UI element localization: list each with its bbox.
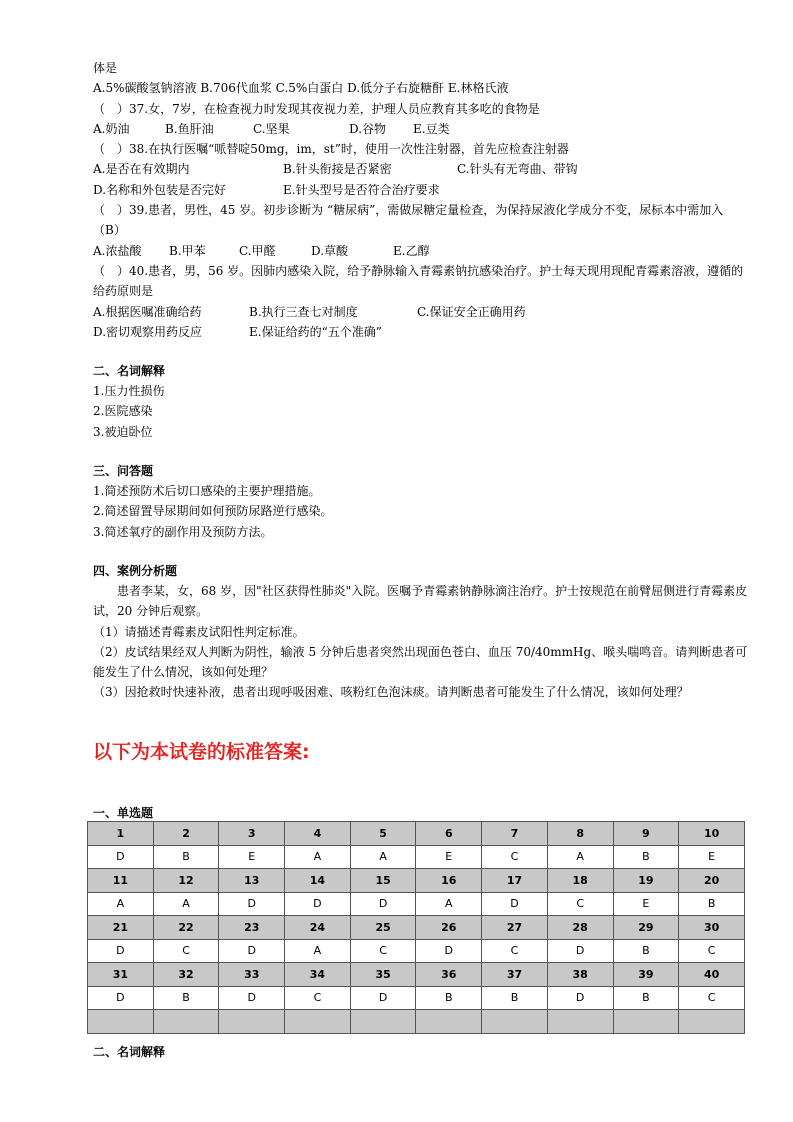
answer-key-row	[88, 892, 745, 916]
question-number-cell: 2	[153, 822, 219, 846]
question-number-cell: 19	[613, 869, 679, 893]
q36-options: A.5%碳酸氢钠溶液 B.706代血浆 C.5%白蛋白 D.低分子右旋糖酐 E.林格氏液	[93, 81, 509, 96]
answer-number-row	[88, 869, 745, 893]
question-number-cell: 6	[416, 822, 482, 846]
answer-cell: D	[219, 986, 285, 1010]
answer-cell: C	[482, 939, 548, 963]
question-number-cell: 31	[88, 963, 154, 987]
answer-cell: D	[219, 939, 285, 963]
question-number-cell: 39	[613, 963, 679, 987]
q40-options-row1	[93, 302, 753, 322]
question-number-cell: 36	[416, 963, 482, 987]
answer-cell: B	[679, 892, 745, 916]
q38-option-e: E.针头型号是否符合治疗要求	[283, 182, 440, 197]
answer-cell: E	[613, 892, 679, 916]
answer-cell: D	[219, 892, 285, 916]
question-number-cell: 7	[482, 822, 548, 846]
q39-options	[93, 241, 753, 261]
question-number-cell: 3	[219, 822, 285, 846]
blank-cell	[547, 1010, 613, 1034]
q37-option-e: E.豆类	[413, 121, 450, 136]
answer-title: 以下为本试卷的标准答案:	[93, 741, 310, 763]
answer-cell: A	[350, 845, 416, 869]
q38-options-row2	[93, 180, 753, 200]
answer-cell: C	[547, 892, 613, 916]
answer-key-row	[88, 845, 745, 869]
spacer	[93, 542, 753, 561]
answer-table	[87, 821, 745, 1034]
question-number-cell: 25	[350, 916, 416, 940]
answer-cell: A	[285, 845, 351, 869]
blank-cell	[285, 1010, 351, 1034]
section2-item: 3.被迫卧位	[93, 424, 153, 439]
blank-cell	[88, 1010, 154, 1034]
question-number-cell: 30	[679, 916, 745, 940]
answer-cell: E	[219, 845, 285, 869]
answer-blank-row	[88, 1010, 745, 1034]
answer-cell: C	[679, 939, 745, 963]
answer-cell: B	[416, 986, 482, 1010]
section4-title: 四、案例分析题	[93, 563, 178, 578]
section3-item: 2.简述留置导尿期间如何预防尿路逆行感染。	[93, 504, 333, 519]
q38-option-c: C.针头有无弯曲、带钩	[457, 162, 578, 177]
q39-stem: （ ）39.患者，男性，45 岁。初步诊断为 “糖尿病”，需做尿糖定量检查，为保持尿液化学成分不变，尿标本中需加入 （B）	[93, 203, 736, 238]
case-question: （1）请描述青霉素皮试阳性判定标准。	[93, 624, 305, 639]
q38-option-b: B.针头衔接是否紧密	[283, 162, 392, 177]
q39-option-c: C.甲醛	[239, 243, 276, 258]
answer-cell: A	[153, 892, 219, 916]
question-number-cell: 34	[285, 963, 351, 987]
q37-option-b: B.鱼肝油	[165, 121, 214, 136]
question-number-cell: 22	[153, 916, 219, 940]
question-number-cell: 20	[679, 869, 745, 893]
blank-cell	[482, 1010, 548, 1034]
case-intro: 患者李某，女，68 岁，因"社区获得性肺炎"入院。医嘱予青霉素钠静脉滴注治疗。护士按规范在前臂屈侧进行青霉素皮试，20 分钟后观察。	[93, 583, 748, 619]
answer-key-row	[88, 939, 745, 963]
section2-item: 1.压力性损伤	[93, 384, 165, 399]
q37-option-a: A.奶油	[93, 121, 130, 136]
q39-option-e: E.乙醇	[393, 243, 430, 258]
q36-tail: 体是	[93, 61, 118, 75]
q37-option-c: C.坚果	[253, 121, 290, 136]
answer-cell: E	[679, 845, 745, 869]
question-number-cell: 13	[219, 869, 285, 893]
question-number-cell: 9	[613, 822, 679, 846]
answer-cell: B	[482, 986, 548, 1010]
answer-cell: B	[613, 939, 679, 963]
question-number-cell: 26	[416, 916, 482, 940]
q39-option-b: B.甲苯	[169, 243, 206, 258]
answer-cell: A	[416, 892, 482, 916]
answer-cell: E	[416, 845, 482, 869]
exam-page	[93, 58, 753, 703]
spacer	[93, 342, 753, 361]
answer-cell: C	[350, 939, 416, 963]
q39-option-d: D.草酸	[311, 243, 349, 258]
answer-cell: B	[153, 986, 219, 1010]
q38-stem: （ ）38.在执行医嘱“哌替啶50mg，im，st”时，使用一次性注射器，首先应检查注射器	[93, 142, 569, 157]
answer-cell: B	[613, 845, 679, 869]
question-number-cell: 12	[153, 869, 219, 893]
question-number-cell: 28	[547, 916, 613, 940]
answer-key-row	[88, 986, 745, 1010]
q38-option-a: A.是否在有效期内	[93, 162, 190, 177]
question-number-cell: 8	[547, 822, 613, 846]
q40-options-row2	[93, 322, 753, 342]
answer-cell: C	[153, 939, 219, 963]
question-number-cell: 40	[679, 963, 745, 987]
answer-cell: D	[350, 892, 416, 916]
question-number-cell: 4	[285, 822, 351, 846]
section3-item: 1.简述预防术后切口感染的主要护理措施。	[93, 484, 321, 499]
question-number-cell: 32	[153, 963, 219, 987]
answer-number-row	[88, 963, 745, 987]
question-number-cell: 23	[219, 916, 285, 940]
blank-cell	[153, 1010, 219, 1034]
answer-section1-title: 一、单选题	[93, 806, 154, 820]
question-number-cell: 5	[350, 822, 416, 846]
answer-section2-title: 二、名词解释	[93, 1045, 166, 1059]
answer-number-row	[88, 916, 745, 940]
q37-option-d: D.谷物	[349, 121, 387, 136]
blank-cell	[350, 1010, 416, 1034]
q40-option-d: D.密切观察用药反应	[93, 324, 203, 339]
q38-options-row1	[93, 159, 753, 179]
blank-cell	[679, 1010, 745, 1034]
answer-cell: C	[285, 986, 351, 1010]
answer-cell: D	[285, 892, 351, 916]
question-number-cell: 17	[482, 869, 548, 893]
q39-option-a: A.浓盐酸	[93, 243, 142, 258]
answer-cell: B	[153, 845, 219, 869]
spacer	[93, 442, 753, 461]
section3-item: 3.简述氧疗的副作用及预防方法。	[93, 524, 273, 539]
answer-cell: D	[416, 939, 482, 963]
answer-cell: D	[88, 939, 154, 963]
case-question: （3）因抢救时快速补液，患者出现呼吸困难、咳粉红色泡沫痰。请判断患者可能发生了什么情况，该如何处理？	[93, 685, 689, 700]
question-number-cell: 11	[88, 869, 154, 893]
blank-cell	[219, 1010, 285, 1034]
question-number-cell: 10	[679, 822, 745, 846]
section2-title: 二、名词解释	[93, 364, 166, 379]
answer-cell: D	[350, 986, 416, 1010]
answer-cell: B	[613, 986, 679, 1010]
answer-cell: D	[547, 939, 613, 963]
question-number-cell: 21	[88, 916, 154, 940]
answer-number-row	[88, 822, 745, 846]
question-number-cell: 35	[350, 963, 416, 987]
answer-cell: D	[88, 986, 154, 1010]
question-number-cell: 16	[416, 869, 482, 893]
section3-title: 三、问答题	[93, 464, 154, 479]
answer-cell: D	[482, 892, 548, 916]
q37-options	[93, 119, 753, 139]
q40-option-a: A.根据医嘱准确给药	[93, 304, 202, 319]
question-number-cell: 15	[350, 869, 416, 893]
question-number-cell: 29	[613, 916, 679, 940]
q40-stem: （ ）40.患者，男，56 岁。因肺内感染入院，给予静脉输入青霉素钠抗感染治疗。护士每天现用现配青霉素溶液，遵循的给药原则是	[93, 263, 744, 299]
question-number-cell: 24	[285, 916, 351, 940]
answer-cell: C	[482, 845, 548, 869]
case-question: （2）皮试结果经双人判断为阴性，输液 5 分钟后患者突然出现面色苍白、血压 70/40mmHg、喉头喘鸣音。请判断患者可能发生了什么情况，该如何处理？	[93, 644, 748, 680]
question-number-cell: 18	[547, 869, 613, 893]
q40-option-c: C.保证安全正确用药	[417, 304, 526, 319]
question-number-cell: 37	[482, 963, 548, 987]
question-number-cell: 38	[547, 963, 613, 987]
answer-cell: D	[547, 986, 613, 1010]
q40-option-b: B.执行三查七对制度	[249, 304, 358, 319]
answer-cell: A	[285, 939, 351, 963]
q38-option-d: D.名称和外包装是否完好	[93, 182, 227, 197]
q37-stem: （ ）37.女，7岁，在检查视力时发现其夜视力差，护理人员应教育其多吃的食物是	[93, 101, 540, 116]
blank-cell	[613, 1010, 679, 1034]
question-number-cell: 1	[88, 822, 154, 846]
blank-cell	[416, 1010, 482, 1034]
question-number-cell: 14	[285, 869, 351, 893]
answer-cell: C	[679, 986, 745, 1010]
q40-option-e: E.保证给药的“五个准确”	[249, 324, 382, 339]
answer-cell: D	[88, 845, 154, 869]
answer-cell: A	[88, 892, 154, 916]
question-number-cell: 33	[219, 963, 285, 987]
question-number-cell: 27	[482, 916, 548, 940]
answer-cell: A	[547, 845, 613, 869]
section2-item: 2.医院感染	[93, 404, 153, 419]
